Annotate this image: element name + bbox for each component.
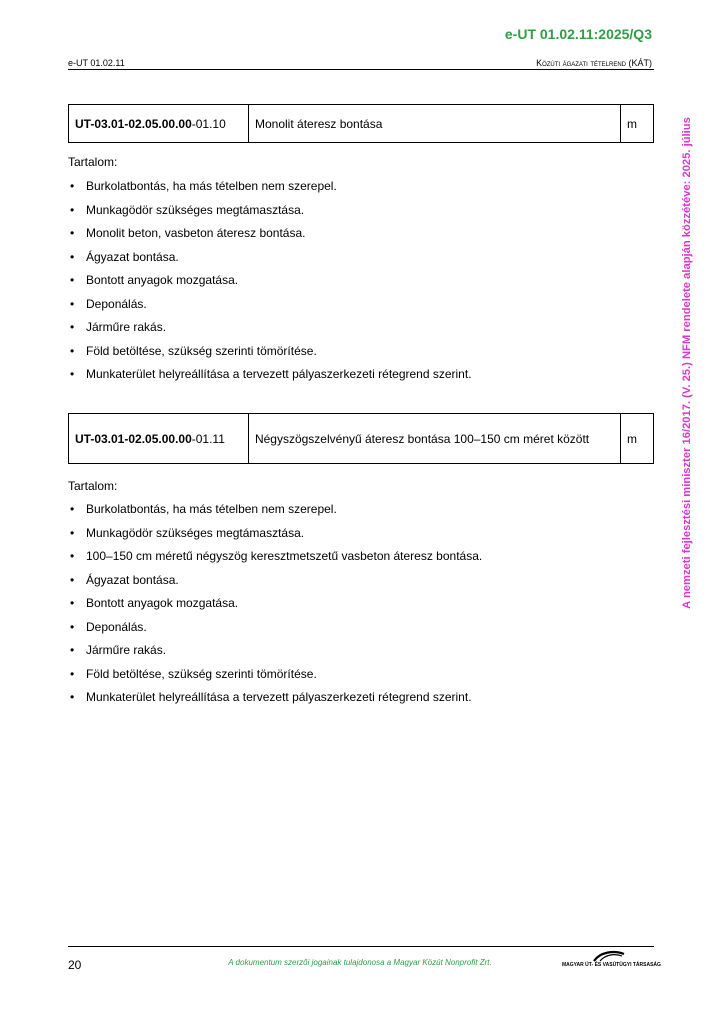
list-item: • Járműre rakás. xyxy=(68,320,472,344)
item-code-main: UT-03.01-02.05.00.00 xyxy=(75,431,192,446)
logo-text: MAGYAR ÚT- ÉS VASÚTÜGYI TÁRSASÁG xyxy=(562,962,661,968)
copyright-notice: A dokumentum szerzői jogainak tulajdonosa a Magyar Közút Nonprofit Zrt. xyxy=(228,958,492,967)
item-code-main: UT-03.01-02.05.00.00 xyxy=(75,116,192,131)
list-item: • Bontott anyagok mozgatása. xyxy=(68,273,472,297)
item-code-suffix: -01.11 xyxy=(191,431,225,446)
item-code xyxy=(69,414,249,464)
item-unit: m xyxy=(621,105,654,143)
list-item: • Burkolatbontás, ha más tételben nem szerepel. xyxy=(68,502,482,526)
item-table-2 xyxy=(68,413,654,464)
item-description: Négyszögszelvényű áteresz bontása 100–150 cm méret között xyxy=(248,414,620,464)
list-item: • Bontott anyagok mozgatása. xyxy=(68,596,482,620)
contents-label: Tartalom: xyxy=(68,155,118,169)
contents-label: Tartalom: xyxy=(68,479,118,493)
list-item: • Deponálás. xyxy=(68,620,482,644)
header-right: Közúti ágazati tételrend (KÁT) xyxy=(536,58,652,68)
list-item: • Ágyazat bontása. xyxy=(68,573,482,597)
contents-list-1 xyxy=(68,179,472,391)
road-logo-icon xyxy=(592,950,626,962)
list-item: • Ágyazat bontása. xyxy=(68,250,472,274)
footer-rule xyxy=(68,946,654,947)
footer-logo xyxy=(562,950,661,972)
side-note-text: A nemzeti fejlesztési miniszter 16/2017. (V. 25.) NFM rendelete alapján közzétéve: 2025. július xyxy=(681,117,693,609)
item-description: Monolit áteresz bontása xyxy=(249,105,621,143)
list-item: • Deponálás. xyxy=(68,297,472,321)
item-code-suffix: -01.10 xyxy=(191,116,226,131)
item-code xyxy=(69,105,249,143)
list-item: • Föld betöltése, szükség szerinti tömörítése. xyxy=(68,344,472,368)
list-item: • Munkaterület helyreállítása a tervezett pályaszerkezeti rétegrend szerint. xyxy=(68,367,472,391)
side-note xyxy=(678,96,696,630)
list-item: • Munkaterület helyreállítása a tervezett pályaszerkezeti rétegrend szerint. xyxy=(68,690,482,714)
list-item: • 100–150 cm méretű négyszög keresztmetszetű vasbeton áteresz bontása. xyxy=(68,549,482,573)
list-item: • Járműre rakás. xyxy=(68,643,482,667)
list-item: • Monolit beton, vasbeton áteresz bontása. xyxy=(68,226,472,250)
page-number: 20 xyxy=(68,958,82,972)
item-unit: m xyxy=(621,414,654,464)
list-item: • Munkagödör szükséges megtámasztása. xyxy=(68,203,472,227)
header-rule xyxy=(68,69,654,70)
contents-list-2 xyxy=(68,502,482,714)
document-code: e-UT 01.02.11:2025/Q3 xyxy=(504,26,652,42)
list-item: • Munkagödör szükséges megtámasztása. xyxy=(68,526,482,550)
item-table-1 xyxy=(68,104,654,143)
list-item: • Föld betöltése, szükség szerinti tömörítése. xyxy=(68,667,482,691)
header-left: e-UT 01.02.11 xyxy=(68,58,125,68)
list-item: • Burkolatbontás, ha más tételben nem szerepel. xyxy=(68,179,472,203)
